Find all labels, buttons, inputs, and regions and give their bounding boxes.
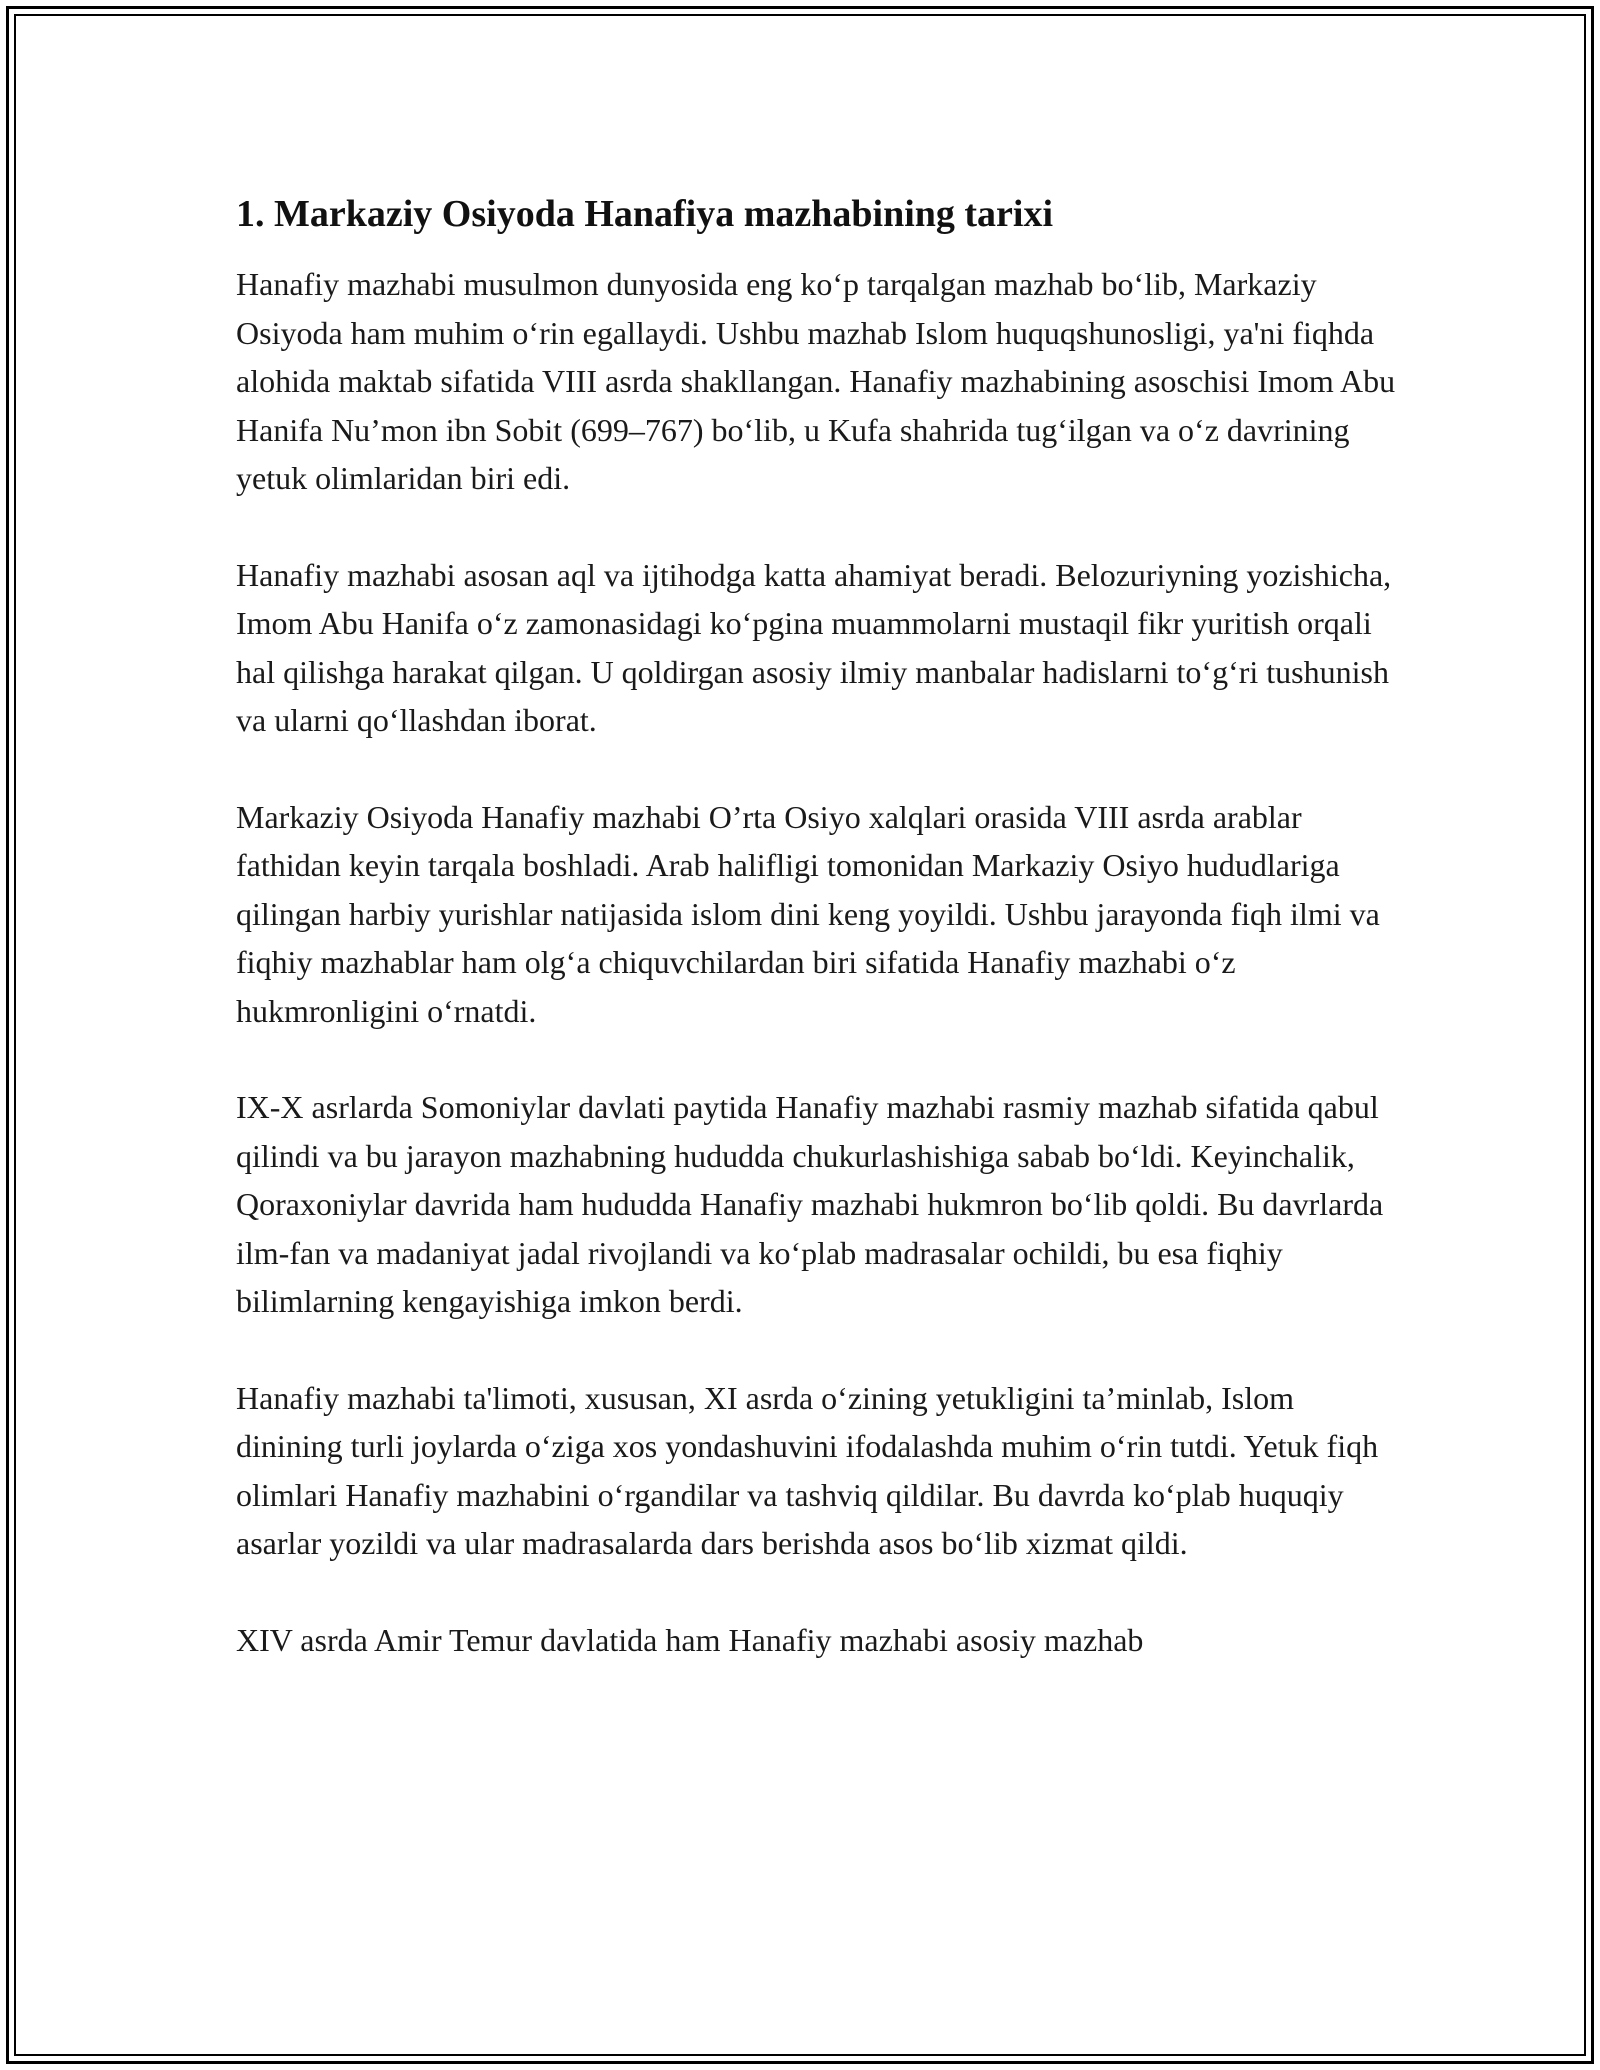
document-body <box>236 186 1396 1712</box>
paragraph-3: Markaziy Osiyoda Hanafiy mazhabi O’rta Osiyo xalqlari orasida VIII asrda arablar fathidan keyin tarqala boshladi. Arab halifligi tomonidan Markaziy Osiyo hududlariga qilingan harbiy yurishlar natijasida islom dini keng yoyildi. Ushbu jarayonda fiqh ilmi va fiqhiy mazhablar ham olg‘a chiquvchilardan biri sifatida Hanafiy mazhabi o‘z hukmronligini o‘rnatdi. <box>236 798 1380 1029</box>
paragraph-1: Hanafiy mazhabi musulmon dunyosida eng ko‘p tarqalgan mazhab bo‘lib, Markaziy Osiyoda ham muhim o‘rin egallaydi. Ushbu mazhab Islom huquqshunosligi, ya'ni fiqhda alohida maktab sifatida VIII asrda shakllangan. Hanafiy mazhabining asoschisi Imom Abu Hanifa Nu’mon ibn Sobit (699–767) bo‘lib, u Kufa shahrida tug‘ilgan va o‘z davrining yetuk olimlaridan biri edi. <box>236 266 1396 496</box>
section-heading: 1. Markaziy Osiyoda Hanafiya mazhabining tarixi <box>236 193 1054 235</box>
paragraph-4: IX-X asrlarda Somoniylar davlati paytida Hanafiy mazhabi rasmiy mazhab sifatida qabul qilindi va bu jarayon mazhabning hududda chukurlashishiga sabab bo‘ldi. Keyinchalik, Qoraxoniylar davrida ham hududda Hanafiy mazhabi hukmron bo‘lib qoldi. Bu davrlarda ilm-fan va madaniyat jadal rivojlandi va ko‘plab madrasalar ochildi, bu esa fiqhiy bilimlarning kengayishiga imkon berdi. <box>236 1089 1384 1319</box>
paragraph-6: XIV asrda Amir Temur davlatida ham Hanafiy mazhabi asosiy mazhab <box>236 1621 1144 1658</box>
paragraph-5: Hanafiy mazhabi ta'limoti, xususan, XI asrda o‘zining yetukligini ta’minlab, Islom dinining turli joylarda o‘ziga xos yondashuvini ifodalashda muhim o‘rin tutdi. Yetuk fiqh olimlari Hanafiy mazhabini o‘rgandilar va tashviq qildilar. Bu davrda ko‘plab huquqiy asarlar yozildi va ular madrasalarda dars berishda asos bo‘lib xizmat qildi. <box>236 1379 1379 1561</box>
paragraph-2: Hanafiy mazhabi asosan aql va ijtihodga katta ahamiyat beradi. Belozuriyning yozishicha, Imom Abu Hanifa o‘z zamonasidagi ko‘pgina muammolarni mustaqil fikr yuritish orqali hal qilishga harakat qilgan. U qoldirgan asosiy ilmiy manbalar hadislarni to‘g‘ri tushunish va ularni qo‘llashdan iborat. <box>236 556 1392 738</box>
